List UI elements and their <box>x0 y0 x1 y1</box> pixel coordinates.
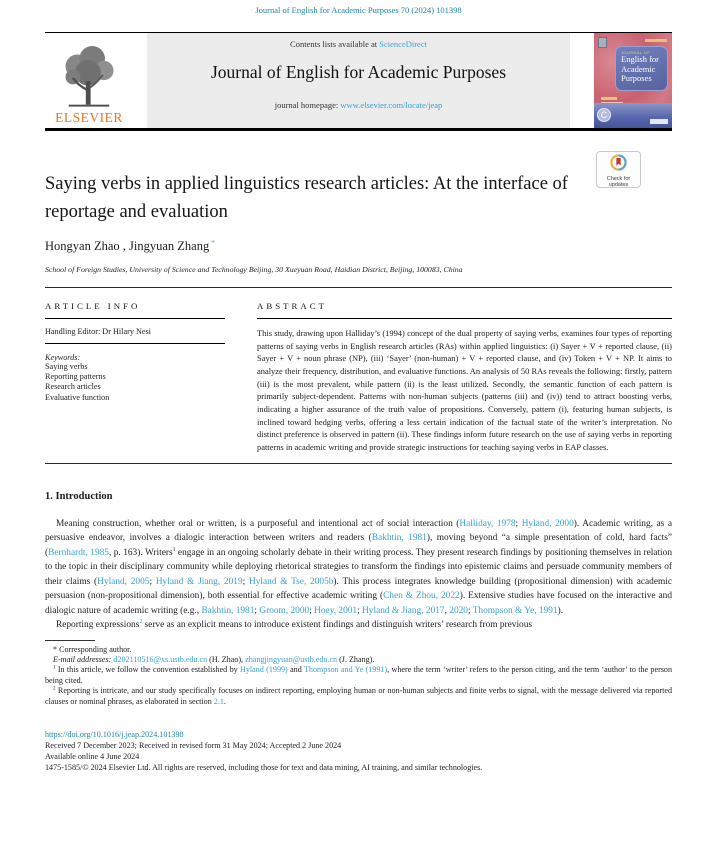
inline-text: (J. Zhang). <box>337 654 375 664</box>
abstract-text: This study, drawing upon Halliday’s (1994) concept of the dual property of saying verbs, examines four types of reporting patterns of saying verbs in English research articles (RAs) within applied linguistics: (i) Sayer + V + reported clause, (ii) Sayer + V + noun phrase (NP), (iii) ‘Sayer’ (non-human) + V + reported clause, and (iv) Token + V + NP. It aims to analyze their frequency, distribution, and evaluative functions. An analysis of 50 RAs reveals the following: firstly, pattern (iii) is the most prevalent, while pattern (ii) is the least utilized. Secondly, the semantic function of each pattern is primarily subject-dependent. Patterns with non-human subjects (patterns (iii) and (iv)) tend to attract boosting verbs, indicating a higher assurance of the truth value of propositions. Conversely, pattern (i), featuring human subjects, is inclined toward hedging verbs, offering a less certain indication of the factual state of the writer’s interpretation. No distinct preference is observed in pattern (ii). These findings inform future research on the use of saying verbs in reporting patterns in academic writing and provide strategic instructions for teaching saying verbs in EAP classes. <box>257 328 672 452</box>
keywords-label: Keywords: <box>45 353 81 362</box>
inline-text: ; <box>515 518 522 529</box>
inline-link[interactable]: Hoey, 2001 <box>314 605 358 616</box>
inline-text: Reporting expressions <box>56 620 140 631</box>
contents-line <box>147 39 570 49</box>
cover-publisher-tag <box>650 119 668 124</box>
inline-text: E-mail addresses: <box>53 654 114 664</box>
journal-title: Journal of English for Academic Purposes <box>210 62 506 82</box>
inline-link[interactable]: Hyland & Jiang, 2019 <box>155 576 243 587</box>
author-list <box>45 239 672 254</box>
inline-text: , <box>119 239 130 253</box>
cover-volume-bar <box>645 39 667 42</box>
journal-banner <box>45 32 672 131</box>
inline-text: Jingyuan Zhang <box>129 239 210 253</box>
article-info-heading: ARTICLE INFO <box>45 301 141 311</box>
inline-text: 2 <box>53 686 56 692</box>
divider <box>257 318 672 319</box>
inline-text: . <box>223 696 226 706</box>
abstract-column <box>257 301 672 454</box>
inline-text: ; <box>149 576 156 587</box>
section-heading-introduction: 1. Introduction <box>45 490 113 502</box>
keyword-item: Evaluative function <box>45 392 110 402</box>
elsevier-tree-icon <box>57 44 121 112</box>
footnote-divider <box>45 640 95 641</box>
inline-text: Hongyan Zhao <box>45 239 120 253</box>
article-title: Saying verbs in applied linguistics research articles: At the interface of reportage and evaluation <box>45 174 568 222</box>
affiliation: School of Foreign Studies, University of Science and Technology Beijing, 30 Xueyuan Road, Haidian District, Beijing, 100083, China <box>45 265 463 274</box>
inline-text: Meaning construction, whether oral or written, is a purposeful and intentional act of social interaction ( <box>56 518 460 529</box>
inline-text: ). Academic writing, as a persuasive endeavor, involves a dialogic interaction between writers and readers ( <box>45 518 672 544</box>
divider <box>45 343 225 344</box>
footnote-1 <box>45 665 672 686</box>
check-for-updates-badge[interactable] <box>596 151 641 188</box>
cover-c-logo: C <box>597 108 611 122</box>
check-updates-icon <box>610 154 627 171</box>
cover-emblem-icon <box>598 37 607 48</box>
check-badge-label-2: updates <box>608 182 629 188</box>
inline-link[interactable]: Groom, 2000 <box>259 605 310 616</box>
inline-link[interactable]: Bakhtin, 1981 <box>201 605 255 616</box>
inline-text: ), moving beyond “a simple presentation of cold, hard facts” ( <box>45 533 672 558</box>
inline-link[interactable]: Bernhardt, 1985 <box>48 547 109 558</box>
cover-title-line: Academic <box>621 63 656 74</box>
inline-link[interactable]: d202110516@xs.ustb.edu.cn <box>113 654 208 664</box>
intro-paragraph-1 <box>45 517 672 619</box>
inline-text: In this article, we follow the convention established by <box>55 665 240 675</box>
running-head-citation[interactable]: Journal of English for Academic Purposes 70 (2024) 101398 <box>255 5 462 15</box>
inline-text: ; <box>242 576 249 587</box>
inline-text: ). This process integrates knowledge building (propositional dimension) with academic persuasion (non-propositional dimension), both essential for effective academic writing ( <box>45 576 673 602</box>
cover-title-line: English for <box>621 54 660 64</box>
keyword-item: Research articles <box>45 382 101 392</box>
article-info-column <box>45 301 225 454</box>
inline-link[interactable]: Thompson & Ye, 1991 <box>472 605 558 616</box>
divider <box>45 287 672 288</box>
footnote-corresponding <box>45 645 672 655</box>
article-meta-block <box>45 730 672 774</box>
inline-text: Contents lists available at <box>290 39 380 49</box>
inline-link[interactable]: zhangjingyuan@ustb.edu.cn <box>245 654 338 664</box>
inline-link[interactable]: Chen & Zhou, 2022 <box>383 591 460 602</box>
inline-link[interactable]: 2.1 <box>213 696 224 706</box>
inline-link[interactable]: Thompson and Ye (1991) <box>303 665 388 675</box>
inline-text: 1 <box>53 665 56 671</box>
handling-editor: Handling Editor: Dr Hilary Nesi <box>45 327 151 336</box>
elsevier-wordmark: ELSEVIER <box>55 110 123 125</box>
inline-text: , <box>444 605 450 616</box>
inline-text: engage in an ongoing scholarly debate in their writing process. They present research findings by positioning themselves in relation to the topic in their disciplinary community while deploying rhetorical strategies to transform the findings into epistemic claims and persuade community members of their claims ( <box>45 547 672 587</box>
banner-center <box>147 33 570 128</box>
inline-link[interactable]: Hyland, 2000 <box>521 518 574 529</box>
cover-editors-bar <box>601 97 617 100</box>
cover-masthead: JOURNAL OF <box>621 50 651 55</box>
inline-link[interactable]: Halliday, 1978 <box>459 518 516 529</box>
inline-text: Reporting is intricate, and our study specifically focuses on indirect reporting, employing human or non-human subjects and finite verbs to signal, with the message delivered via reported clauses or nominal phrases, as elaborated in section <box>45 686 672 706</box>
homepage-line <box>147 100 570 110</box>
inline-link[interactable]: Hyland & Jiang, 2017 <box>362 605 445 616</box>
inline-text: serve as an explicit means to introduce existent findings and distinguish writers’ research from previous <box>142 620 533 631</box>
intro-paragraph-2 <box>45 618 672 633</box>
inline-text: ; <box>309 605 315 616</box>
inline-link[interactable]: Bakhtin, 1981 <box>371 533 427 544</box>
footnotes <box>45 645 672 707</box>
inline-link[interactable]: 2 <box>139 618 143 625</box>
cover-title-box <box>615 46 668 91</box>
keywords-list <box>45 362 225 403</box>
footnote-2 <box>45 686 672 707</box>
cover-title-line: Purposes <box>621 73 652 83</box>
inline-text: 1 <box>172 546 176 553</box>
elsevier-logo <box>45 33 133 128</box>
inline-link[interactable]: Hyland & Tse, 2005b <box>248 576 334 587</box>
inline-text: (H. Zhao), <box>207 654 246 664</box>
inline-link[interactable]: Hyland (1999) <box>240 665 288 675</box>
keyword-item: Saying verbs <box>45 362 88 371</box>
inline-text: journal homepage: <box>274 100 341 110</box>
inline-link[interactable]: www.elsevier.com/locate/jeap <box>340 100 443 110</box>
journal-cover-thumbnail <box>594 33 672 128</box>
footnote-emails <box>45 655 672 665</box>
inline-link[interactable]: * <box>209 237 216 247</box>
inline-text: ; <box>467 605 473 616</box>
available-online: Available online 4 June 2024 <box>45 751 140 761</box>
inline-text: ; <box>254 605 260 616</box>
inline-text: ). <box>557 605 564 616</box>
inline-link[interactable]: 2020 <box>449 605 468 616</box>
copyright-line: 1475-1585/© 2024 Elsevier Ltd. All rights are reserved, including those for text and data mining, AI training, and similar technologies. <box>45 762 483 772</box>
divider <box>45 318 225 319</box>
doi-link[interactable]: https://doi.org/10.1016/j.jeap.2024.101398 <box>45 730 184 739</box>
inline-text: ; <box>357 605 363 616</box>
received-dates: Received 7 December 2023; Received in revised form 31 May 2024; Accepted 2 June 2024 <box>45 740 342 750</box>
check-badge-label-1: Check for <box>606 176 631 182</box>
inline-link[interactable]: Hyland, 2005 <box>97 576 150 587</box>
divider <box>45 463 672 464</box>
inline-text: , where the term ‘writer’ refers to the person citing, and the term ‘author’ to the person being cited. <box>45 665 673 685</box>
inline-text: * Corresponding author. <box>53 644 132 654</box>
inline-text: , p. 163). Writers <box>108 547 173 558</box>
inline-text: and <box>287 665 304 675</box>
inline-text: ). Extensive studies have focused on the interactive and dialogic nature of academic writing (e.g., <box>45 591 672 616</box>
keyword-item: Reporting patterns <box>45 372 106 382</box>
inline-link[interactable]: ScienceDirect <box>379 39 427 49</box>
abstract-heading: ABSTRACT <box>257 301 327 311</box>
